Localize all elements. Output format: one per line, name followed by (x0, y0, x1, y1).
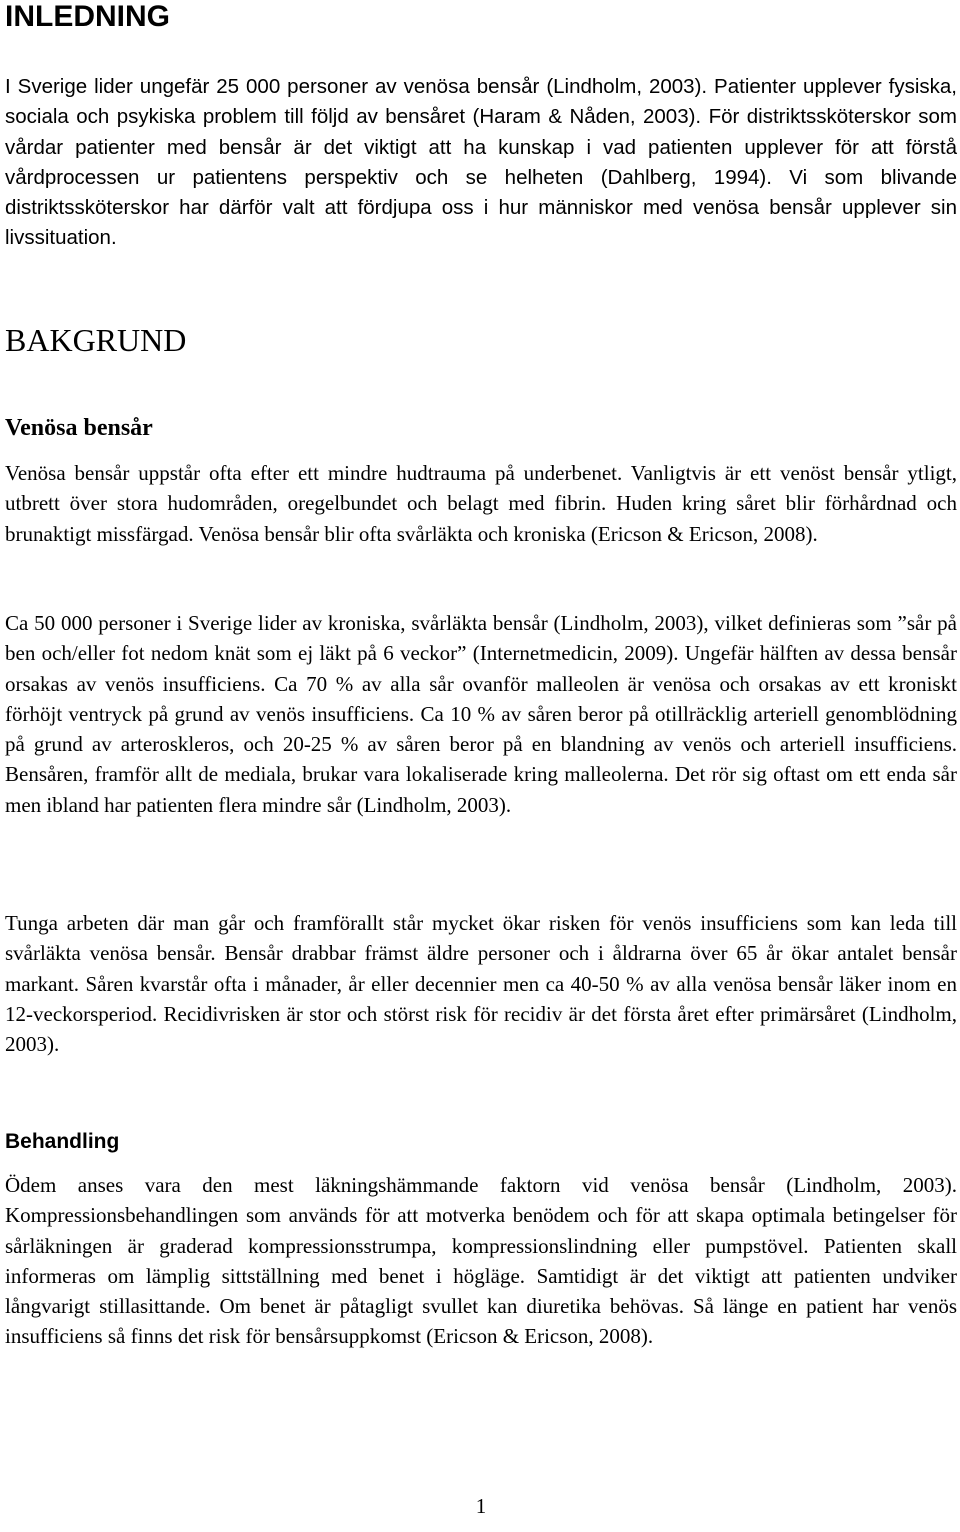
venous-paragraph-1: Venösa bensår uppstår ofta efter ett mindre hudtrauma på underbenet. Vanligtvis är ett venöst bensår ytligt, utbrett över stora hudområden, oregelbundet och belagt med fibrin. Huden kring såret blir förhårdnad och brunaktigt missfärgad. Venösa bensår blir ofta svårläkta och kroniska (Ericson & Ericson, 2008). (5, 461, 957, 546)
intro-paragraph: I Sverige lider ungefär 25 000 personer av venösa bensår (Lindholm, 2003). Patienter upplever fysiska, sociala och psykiska problem till följd av bensåret (Haram & Nåden, 2003). För distriktssköterskor som vårdar patienter med bensår är det viktigt att ha kunskap i vad patienten upplever för att förstå vårdprocessen ur patientens perspektiv och se helheten (Dahlberg, 1994). Vi som blivande distriktssköterskor har därför valt att fördjupa oss i hur människor med venösa bensår upplever sin livssituation. (5, 75, 957, 250)
subheading-venosa-bensar: Venösa bensår (5, 415, 153, 441)
heading-inledning: INLEDNING (5, 0, 170, 33)
venous-paragraph-2: Ca 50 000 personer i Sverige lider av kroniska, svårläkta bensår (Lindholm, 2003), vilket definieras som ”sår på ben och/eller fot nedom knät som ej läkt på 6 veckor” (Internetmedicin, 2009). Ungefär hälften av dessa bensår orsakas av venös insufficiens. Ca 70 % av alla sår ovanför malleolen är venösa och orsakas av ett kroniskt förhöjt ventryck på grund av venös insufficiens. Ca 10 % av såren beror på otillräcklig arteriell genomblödning på grund av arteroskleros, och 20-25 % av såren beror på en blandning av venös och arteriell insufficiens. Bensåren, framför allt de mediala, brukar vara lokaliserade kring malleolerna. Det rör sig oftast om ett enda sår men ibland har patienten flera mindre sår (Lindholm, 2003). (5, 611, 957, 817)
subheading-behandling: Behandling (5, 1130, 120, 1153)
treatment-paragraph: Ödem anses vara den mest läkningshämmande faktorn vid venösa bensår (Lindholm, 2003). Kompressionsbehandlingen som används för att motverka benödem och för att skapa optimala betingelser för sårläkningen är graderad kompressionsstrumpa, kompressionslindning eller pumpstövel. Patienten skall informeras om lämplig sittställning med benet i högläge. Samtidigt är det viktigt att patienten undviker långvarigt stillasittande. Om benet är påtagligt svullet kan diuretika behövas. Så länge en patient har venös insufficiens så finns det risk för bensårsuppkomst (Ericson & Ericson, 2008). (5, 1173, 957, 1349)
heading-bakgrund: BAKGRUND (5, 322, 187, 358)
page-number: 1 (475, 1494, 487, 1518)
venous-paragraph-3: Tunga arbeten där man går och framförallt står mycket ökar risken för venös insufficiens som kan leda till svårläkta venösa bensår. Bensår drabbar främst äldre personer och i åldrarna över 65 år ökar antalet bensår markant. Såren kvarstår ofta i månader, år eller decennier men ca 40-50 % av alla venösa bensår läker inom en 12-veckorsperiod. Recidivrisken är stor och störst risk för recidiv är det första året efter primärsåret (Lindholm, 2003). (5, 911, 957, 1057)
